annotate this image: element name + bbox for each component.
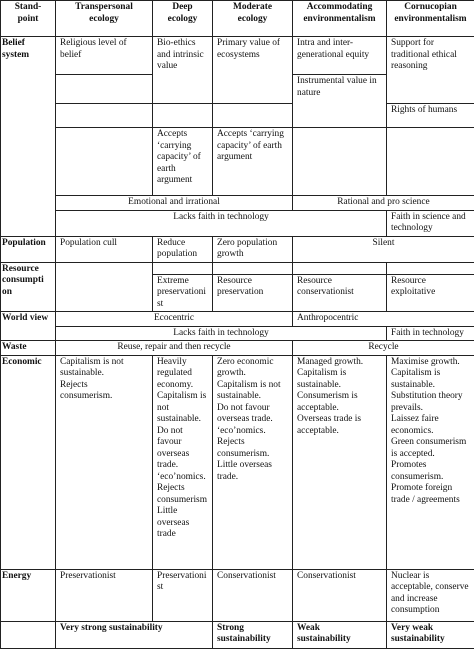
population-row xyxy=(1,236,474,262)
belief-row-1 xyxy=(1,37,474,75)
row-label-economic: Economic xyxy=(1,355,56,569)
belief-cornucopian-empty xyxy=(387,128,474,196)
worldview-row-1 xyxy=(1,312,474,327)
resource-cornucopian-top-empty xyxy=(387,262,474,274)
population-transpersonal: Population cull xyxy=(56,236,153,262)
resource-deep: Extreme preservationi st xyxy=(153,274,213,312)
economic-moderate: Zero economic growth. Capitalism is not sustainable. Do not favour overseas trade. ‘eco’nomics. Rejects consumerism. Little overseas trade. xyxy=(213,355,293,569)
belief-row-5 xyxy=(1,196,474,211)
belief-deep: Bio-ethics and intrinsic value xyxy=(153,37,213,104)
row-label-world-view: World view xyxy=(1,312,56,341)
header-standpoint: Stand- point xyxy=(1,1,56,37)
energy-accommodating: Conservationist xyxy=(293,569,387,621)
header-moderate-ecology: Moderate ecology xyxy=(213,1,293,37)
belief-moderate-empty xyxy=(213,104,293,128)
belief-faith-science-technology: Faith in science and technology xyxy=(387,210,474,236)
energy-row xyxy=(1,569,474,621)
belief-row-4 xyxy=(1,128,474,196)
header-row xyxy=(1,1,474,37)
row-label-population: Population xyxy=(1,236,56,262)
resource-moderate: Resource preservation xyxy=(213,274,293,312)
resource-accommodating: Resource conservationist xyxy=(293,274,387,312)
sustainability-very-strong: Very strong sustainability xyxy=(56,621,213,648)
belief-moderate-carrying-capacity: Accepts ‘carrying capacity’ of earth argument xyxy=(213,128,293,196)
belief-deep-empty xyxy=(153,104,213,128)
energy-moderate: Conservationist xyxy=(213,569,293,621)
energy-transpersonal: Preservationist xyxy=(56,569,153,621)
economic-transpersonal: Capitalism is not sustainable. Rejects consumerism. xyxy=(56,355,153,569)
energy-cornucopian: Nuclear is acceptable, conserve and increase consumption xyxy=(387,569,474,621)
header-deep-ecology: Deep ecology xyxy=(153,1,213,37)
worldview-row-2 xyxy=(1,326,474,341)
resource-cornucopian: Resource exploitative xyxy=(387,274,474,312)
waste-recycle: Recycle xyxy=(293,341,474,356)
resource-row-1 xyxy=(1,262,474,274)
belief-cornucopian-rights: Rights of humans xyxy=(387,104,474,128)
header-transpersonal-ecology: Transpersonal ecology xyxy=(56,1,153,37)
economic-deep: Heavily regulated economy. Capitalism is not sustainable. Do not favour overseas trade. ‘eco’nomics. Rejects consumerism Little overseas trade xyxy=(153,355,213,569)
belief-row-6 xyxy=(1,210,474,236)
header-accommodating-environmentalism: Accommodating environmentalism xyxy=(293,1,387,37)
belief-rational-pro-science: Rational and pro science xyxy=(293,196,474,211)
worldview-faith-technology: Faith in technology xyxy=(387,326,474,341)
waste-reuse-repair-recycle: Reuse, repair and then recycle xyxy=(56,341,293,356)
economic-accommodating: Managed growth. Capitalism is sustainable. Consumerism is acceptable. Overseas trade is acceptable. xyxy=(293,355,387,569)
belief-transpersonal-empty xyxy=(56,75,153,104)
belief-accommodating-equity: Intra and inter- generational equity xyxy=(293,37,387,75)
worldview-ecocentric: Ecocentric xyxy=(56,312,293,327)
belief-transpersonal-empty-2 xyxy=(56,104,153,128)
sustainability-weak: Weak sustainability xyxy=(293,621,387,648)
resource-deep-top-empty xyxy=(153,262,213,274)
header-cornucopian-environmentalism: Cornucopian environmentalism xyxy=(387,1,474,37)
economic-cornucopian: Maximise growth. Capitalism is sustainable. Substitution theory prevails. Laissez faire economics. Green consumerism is accepted. Promotes consumerism. Promote foreign trade / agreements xyxy=(387,355,474,569)
belief-deep-carrying-capacity: Accepts ‘carrying capacity’ of earth argument xyxy=(153,128,213,196)
belief-cornucopian-ethics: Support for traditional ethical reasoning xyxy=(387,37,474,104)
worldview-anthropocentric: Anthropocentric xyxy=(293,312,474,327)
energy-deep: Preservationi st xyxy=(153,569,213,621)
resource-moderate-top-empty xyxy=(213,262,293,274)
row-label-resource-consumption: Resource consumpti on xyxy=(1,262,56,312)
sustainability-row xyxy=(1,621,474,648)
population-moderate: Zero population growth xyxy=(213,236,293,262)
belief-accommodating-empty xyxy=(293,128,387,196)
sustainability-very-weak: Very weak sustainability xyxy=(387,621,474,648)
belief-lacks-faith-technology: Lacks faith in technology xyxy=(56,210,387,236)
waste-row xyxy=(1,341,474,356)
economic-row xyxy=(1,355,474,569)
resource-transpersonal-empty xyxy=(56,262,153,312)
belief-emotional-irrational: Emotional and irrational xyxy=(56,196,293,211)
row-label-belief-system: Belief system xyxy=(1,37,56,237)
population-silent: Silent xyxy=(293,236,474,262)
sustainability-strong: Strong sustainability xyxy=(213,621,293,648)
belief-accommodating-instrumental: Instrumental value in nature xyxy=(293,75,387,128)
worldview-lacks-faith-technology: Lacks faith in technology xyxy=(56,326,387,341)
belief-moderate: Primary value of ecosystems xyxy=(213,37,293,104)
sustainability-label-empty xyxy=(1,621,56,648)
row-label-waste: Waste xyxy=(1,341,56,356)
belief-transpersonal-empty-3 xyxy=(56,128,153,196)
row-label-energy: Energy xyxy=(1,569,56,621)
resource-accommodating-top-empty xyxy=(293,262,387,274)
belief-row-3 xyxy=(1,104,474,128)
belief-transpersonal: Religious level of belief xyxy=(56,37,153,75)
population-deep: Reduce population xyxy=(153,236,213,262)
